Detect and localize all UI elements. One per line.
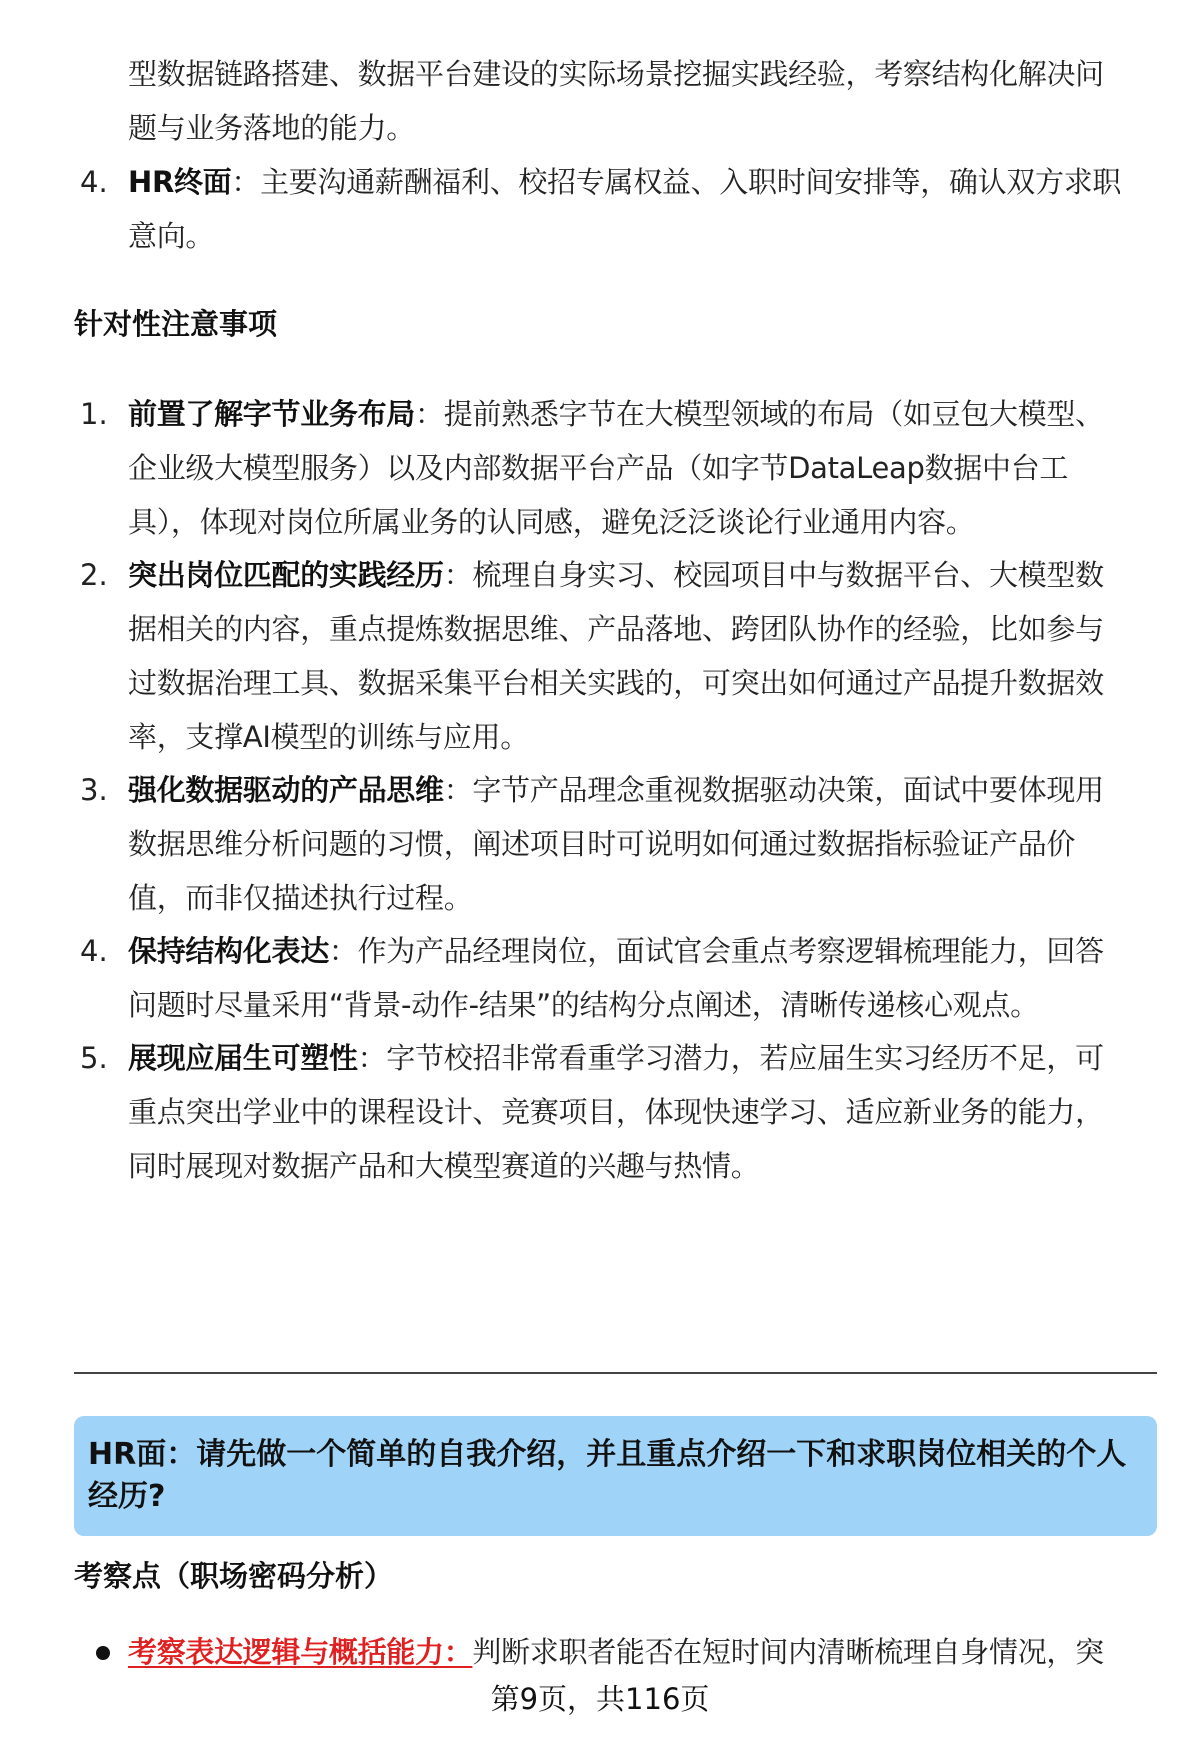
note-number: 4. xyxy=(80,934,108,968)
note-number: 3. xyxy=(80,773,108,807)
list-item-text: ：主要沟通薪酬福利、校招专属权益、入职时间安排等，确认双方求职 xyxy=(231,165,1122,199)
section-title: 针对性注意事项 xyxy=(74,307,278,341)
question-line-2: 经历? xyxy=(88,1479,166,1514)
note-number: 5. xyxy=(80,1041,108,1075)
question-line-1: HR面：请先做一个简单的自我介绍，并且重点介绍一下和求职岗位相关的个人 xyxy=(88,1437,1127,1472)
note-text: ：梳理自身实习、校园项目中与数据平台、大模型数 xyxy=(443,558,1104,592)
section-divider xyxy=(74,1372,1157,1374)
list-item-text-cont: 意向。 xyxy=(128,219,215,253)
note-item-3 xyxy=(128,770,1158,810)
note-text-cont: 据相关的内容，重点提炼数据思维、产品落地、跨团队协作的经验，比如参与 xyxy=(128,612,1104,646)
note-text-cont: 企业级大模型服务）以及内部数据平台产品（如字节DataLeap数据中台工 xyxy=(128,451,1069,485)
note-item-4 xyxy=(128,931,1158,971)
analysis-text: 判断求职者能否在短时间内清晰梳理自身情况，突 xyxy=(472,1635,1104,1669)
analysis-term: 考察表达逻辑与概括能力： xyxy=(128,1635,473,1669)
list-number: 4. xyxy=(80,165,108,199)
note-text-cont: 具），体现对岗位所属业务的认同感，避免泛泛谈论行业通用内容。 xyxy=(128,505,975,539)
note-text-cont: 同时展现对数据产品和大模型赛道的兴趣与热情。 xyxy=(128,1149,760,1183)
note-text: ：提前熟悉字节在大模型领域的布局（如豆包大模型、 xyxy=(415,397,1104,431)
note-text-cont: 重点突出学业中的课程设计、竞赛项目，体现快速学习、适应新业务的能力， xyxy=(128,1095,1104,1129)
list-item-hr-final xyxy=(128,162,1158,202)
note-item-1 xyxy=(128,394,1158,434)
note-text-cont: 问题时尽量采用“背景-动作-结果”的结构分点阐述，清晰传递核心观点。 xyxy=(128,988,1039,1022)
list-item-term: HR终面 xyxy=(128,165,232,199)
bullet-dot-icon xyxy=(96,1646,110,1660)
note-term: 展现应届生可塑性 xyxy=(128,1041,358,1075)
note-text: ：字节校招非常看重学习潜力，若应届生实习经历不足，可 xyxy=(357,1041,1104,1075)
intro-line-2: 题与业务落地的能力。 xyxy=(128,111,416,145)
note-text: ：作为产品经理岗位，面试官会重点考察逻辑梳理能力，回答 xyxy=(328,934,1104,968)
analysis-title: 考察点（职场密码分析） xyxy=(74,1559,394,1593)
note-term: 前置了解字节业务布局 xyxy=(128,397,416,431)
note-number: 1. xyxy=(80,397,108,431)
page-number-footer: 第9页，共116页 xyxy=(490,1682,710,1716)
note-item-2 xyxy=(128,555,1158,595)
analysis-item xyxy=(128,1632,1158,1672)
note-text-cont: 率，支撑AI模型的训练与应用。 xyxy=(128,720,529,754)
note-term: 突出岗位匹配的实践经历 xyxy=(128,558,444,592)
note-term: 保持结构化表达 xyxy=(128,934,329,968)
note-text: ：字节产品理念重视数据驱动决策，面试中要体现用 xyxy=(443,773,1104,807)
note-term: 强化数据驱动的产品思维 xyxy=(128,773,444,807)
note-text-cont: 值，而非仅描述执行过程。 xyxy=(128,881,473,915)
intro-line-1: 型数据链路搭建、数据平台建设的实际场景挖掘实践经验，考察结构化解决问 xyxy=(128,57,1104,91)
note-text-cont: 过数据治理工具、数据采集平台相关实践的，可突出如何通过产品提升数据效 xyxy=(128,666,1104,700)
note-number: 2. xyxy=(80,558,108,592)
note-text-cont: 数据思维分析问题的习惯，阐述项目时可说明如何通过数据指标验证产品价 xyxy=(128,827,1076,861)
note-item-5 xyxy=(128,1038,1158,1078)
